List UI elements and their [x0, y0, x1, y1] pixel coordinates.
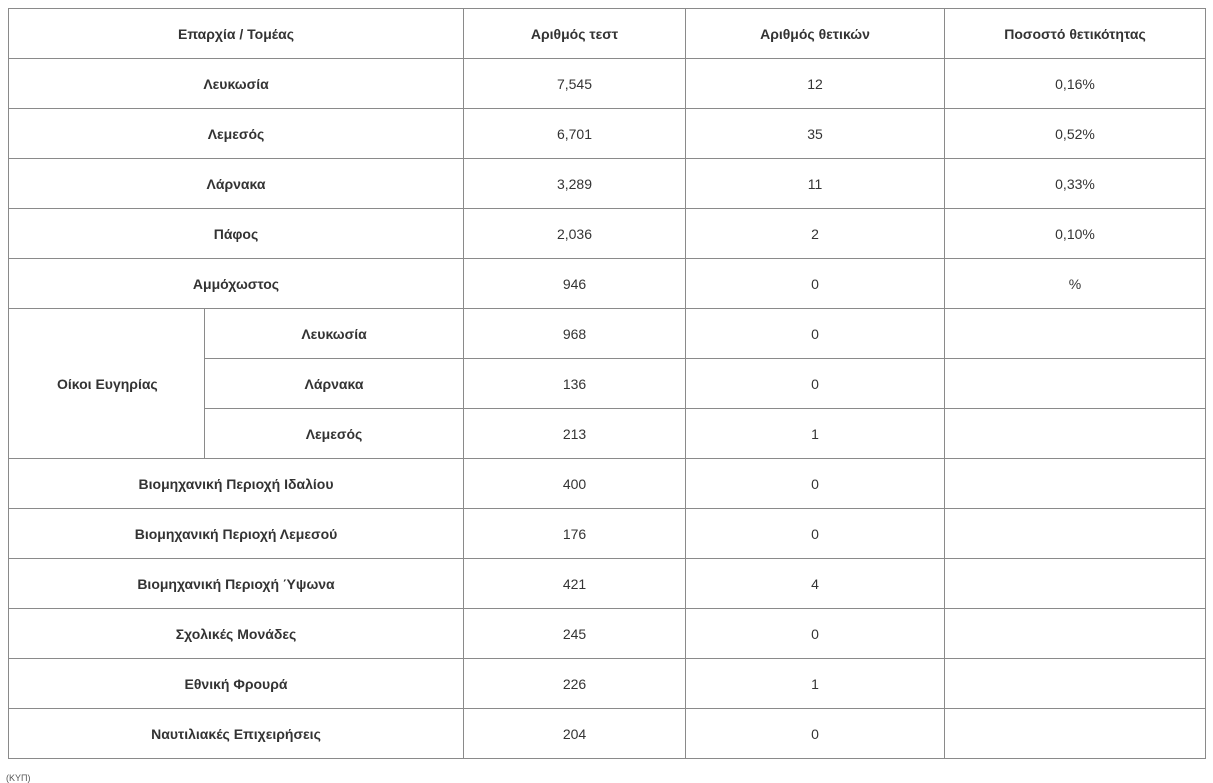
group-label: Οίκοι Ευγηρίας — [9, 309, 205, 459]
row-rate — [945, 659, 1206, 709]
group-sub-label: Λεμεσός — [205, 409, 464, 459]
row-positives: 0 — [686, 709, 945, 759]
table-row — [9, 159, 1206, 209]
row-positives: 1 — [686, 659, 945, 709]
row-rate — [945, 609, 1206, 659]
row-label: Ναυτιλιακές Επιχειρήσεις — [9, 709, 464, 759]
results-table-body — [9, 9, 1206, 759]
row-tests: 7,545 — [464, 59, 686, 109]
table-row — [9, 209, 1206, 259]
row-positives: 0 — [686, 309, 945, 359]
row-rate: 0,10% — [945, 209, 1206, 259]
table-row — [9, 59, 1206, 109]
row-tests: 400 — [464, 459, 686, 509]
row-label: Λευκωσία — [9, 59, 464, 109]
results-table — [8, 8, 1206, 759]
row-rate — [945, 309, 1206, 359]
header-region: Επαρχία / Τομέας — [9, 9, 464, 59]
header-positives: Αριθμός θετικών — [686, 9, 945, 59]
header-tests: Αριθμός τεστ — [464, 9, 686, 59]
row-positives: 12 — [686, 59, 945, 109]
row-positives: 0 — [686, 459, 945, 509]
row-positives: 4 — [686, 559, 945, 609]
table-row — [9, 109, 1206, 159]
row-label: Λάρνακα — [9, 159, 464, 209]
group-sub-label: Λάρνακα — [205, 359, 464, 409]
row-positives: 0 — [686, 259, 945, 309]
row-rate: 0,33% — [945, 159, 1206, 209]
row-positives: 0 — [686, 509, 945, 559]
row-rate — [945, 509, 1206, 559]
table-row — [9, 259, 1206, 309]
row-tests: 213 — [464, 409, 686, 459]
row-tests: 3,289 — [464, 159, 686, 209]
row-tests: 421 — [464, 559, 686, 609]
table-row — [9, 609, 1206, 659]
row-tests: 946 — [464, 259, 686, 309]
row-rate — [945, 459, 1206, 509]
row-rate — [945, 359, 1206, 409]
row-label: Εθνική Φρουρά — [9, 659, 464, 709]
row-positives: 0 — [686, 609, 945, 659]
table-row — [9, 559, 1206, 609]
row-rate: % — [945, 259, 1206, 309]
table-row — [9, 459, 1206, 509]
row-label: Σχολικές Μονάδες — [9, 609, 464, 659]
row-label: Λεμεσός — [9, 109, 464, 159]
row-tests: 226 — [464, 659, 686, 709]
table-header-row — [9, 9, 1206, 59]
table-row — [9, 509, 1206, 559]
row-label: Πάφος — [9, 209, 464, 259]
row-label: Βιομηχανική Περιοχή Ύψωνα — [9, 559, 464, 609]
row-label: Βιομηχανική Περιοχή Λεμεσού — [9, 509, 464, 559]
row-rate — [945, 709, 1206, 759]
row-rate: 0,16% — [945, 59, 1206, 109]
row-positives: 11 — [686, 159, 945, 209]
row-positives: 35 — [686, 109, 945, 159]
header-rate: Ποσοστό θετικότητας — [945, 9, 1206, 59]
row-label: Αμμόχωστος — [9, 259, 464, 309]
row-label: Βιομηχανική Περιοχή Ιδαλίου — [9, 459, 464, 509]
footnote: (ΚΥΠ) — [6, 773, 31, 783]
row-rate — [945, 409, 1206, 459]
row-tests: 6,701 — [464, 109, 686, 159]
row-tests: 136 — [464, 359, 686, 409]
row-rate — [945, 559, 1206, 609]
row-rate: 0,52% — [945, 109, 1206, 159]
row-positives: 0 — [686, 359, 945, 409]
row-tests: 204 — [464, 709, 686, 759]
row-tests: 245 — [464, 609, 686, 659]
group-row — [9, 309, 1206, 359]
row-positives: 1 — [686, 409, 945, 459]
group-sub-label: Λευκωσία — [205, 309, 464, 359]
table-row — [9, 659, 1206, 709]
row-tests: 2,036 — [464, 209, 686, 259]
row-positives: 2 — [686, 209, 945, 259]
row-tests: 176 — [464, 509, 686, 559]
table-row — [9, 709, 1206, 759]
row-tests: 968 — [464, 309, 686, 359]
